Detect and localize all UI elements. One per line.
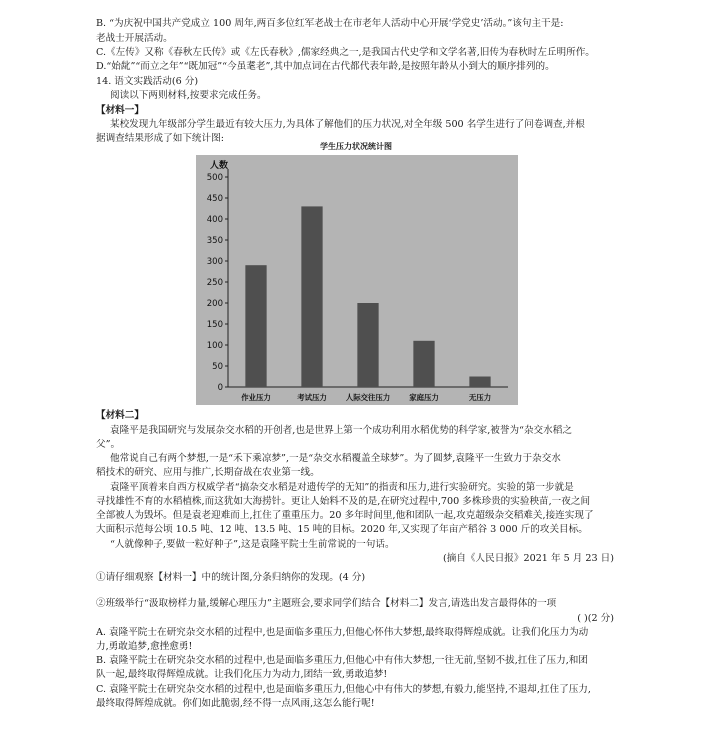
y-axis-label: 人数 [210,161,229,171]
option-c2-line2: 最终取得辉煌成就。你们如此脆弱,经不得一点风雨,这怎么能行呢! [96,698,375,709]
y-tick-label: 250 [206,278,223,288]
question-14-heading: 14. 语文实践活动(6 分) [96,76,199,87]
y-tick-label: 500 [206,173,223,183]
y-tick-label: 50 [212,362,223,372]
material-two-p3-line4: 大面积示范每公顷 10.5 吨、12 吨、13.5 吨、15 吨的目标。2020 年,又实现了年亩产稻谷 3 000 斤的攻关目标。 [96,524,588,535]
option-b2-line2: 队一起,最终取得辉煌成就。让我们化压力为动力,团结一致,勇敢追梦! [96,669,388,680]
material-one-text: 某校发现九年级部分学生最近有较大压力,为具体了解他们的压力状况,对全年级 500 名学生进行了问卷调查,并根 [110,119,585,130]
material-two-p1-continued: 父”。 [96,439,121,450]
category-label: 家庭压力 [409,393,439,402]
material-two-p3: 袁隆平顶着来自西方权威学者“搞杂交水稻是对遗传学的无知”的指责和压力,进行实验研究。实验的第一步就是 [110,482,574,493]
material-one-heading: 【材料一】 [96,105,144,116]
bar [413,341,434,387]
material-two-p2: 他常说自己有两个梦想,一是“禾下乘凉梦”,一是“杂交水稻覆盖全球梦”。为了圆梦,袁隆平一生致力于杂交水 [110,453,561,464]
option-b2-line1: B. 袁隆平院士在研究杂交水稻的过程中,也是面临多重压力,但他心中有伟大梦想,一往无前,坚韧不拔,扛住了压力,和团 [96,655,588,666]
option-c-line: C.《左传》又称《春秋左氏传》或《左氏春秋》,儒家经典之一,是我国古代史学和文学名著,旧传为春秋时左丘明所作。 [96,47,595,58]
option-b-continuation: 老战士开展活动。 [96,33,173,44]
material-two-p1: 袁隆平是我国研究与发展杂交水稻的开创者,也是世界上第一个成功利用水稻优势的科学家,被誉为“杂交水稻之 [110,425,572,436]
category-label: 作业压力 [241,393,271,402]
y-tick-label: 100 [206,341,223,351]
option-c2-line1: C. 袁隆平院士在研究杂交水稻的过程中,也是面临多重压力,但他心中有伟大的梦想,有毅力,能坚持,不退却,扛住了压力, [96,684,591,695]
chart-title: 学生压力状况统计图 [320,142,392,151]
y-tick-label: 200 [206,299,223,309]
material-two-p3-line2: 寻找雄性不育的水稻植株,而这犹如大海捞针。更让人始料不及的是,在研究过程中,700 多株珍贵的实验秧苗,一夜之间 [96,496,591,507]
y-tick-label: 350 [206,236,223,246]
task-two-points: ( )(2 分) [577,613,614,624]
material-two-p3-line3: 全部被人为毁坏。但是袁老迎难而上,扛住了重重压力。20 多年时间里,他和团队一起,攻克超级杂交稻难关,接连实现了 [96,510,594,521]
bar [245,265,266,387]
chart-svg [196,155,518,405]
material-two-heading: 【材料二】 [96,410,144,421]
material-two-p2-continued: 稻技术的研究、应用与推广,长期奋战在农业第一线。 [96,467,320,478]
stress-bar-chart [196,155,518,405]
instruction-line: 阅读以下两则材料,按要求完成任务。 [110,90,267,101]
chart-background [196,155,518,405]
option-b-line: B. “为庆祝中国共产党成立 100 周年,两百多位红军老战士在市老年人活动中心开展‘学党史’活动。”该句主干是: [96,18,564,29]
option-a-line1: A. 袁隆平院士在研究杂交水稻的过程中,也是面临多重压力,但他心怀伟大梦想,最终取得辉煌成就。让我们化压力为动 [96,627,589,638]
source-citation: (摘自《人民日报》2021 年 5 月 23 日) [443,553,614,564]
option-a-line2: 力,勇敢追梦,愈挫愈勇! [96,641,193,652]
bar [301,206,322,387]
bar [469,377,490,388]
task-two-prompt: ②班级举行“汲取榜样力量,缓解心理压力”主题班会,要求同学们结合【材料二】发言,请选出发言最得体的一项 [96,598,557,609]
category-label: 人际交往压力 [345,393,391,402]
material-two-quote: “人就像种子,要做一粒好种子”,这是袁隆平院士生前常说的一句话。 [110,539,395,550]
y-tick-label: 150 [206,320,223,330]
y-tick-label: 0 [217,383,223,393]
bar [357,303,378,387]
task-one-prompt: ①请仔细观察【材料一】中的统计图,分条归纳你的发现。(4 分) [96,572,366,583]
y-tick-label: 450 [206,194,223,204]
y-tick-label: 400 [206,215,223,225]
option-d-line: D.“始龀”“而立之年”“既加冠”“今虽耄老”,其中加点词在古代都代表年龄,是按照年龄从小到大的顺序排列的。 [96,61,555,72]
category-label: 考试压力 [297,393,327,402]
y-tick-label: 300 [206,257,223,267]
material-one-text-continued: 据调查结果形成了如下统计图: [96,133,224,144]
category-label: 无压力 [468,393,492,402]
